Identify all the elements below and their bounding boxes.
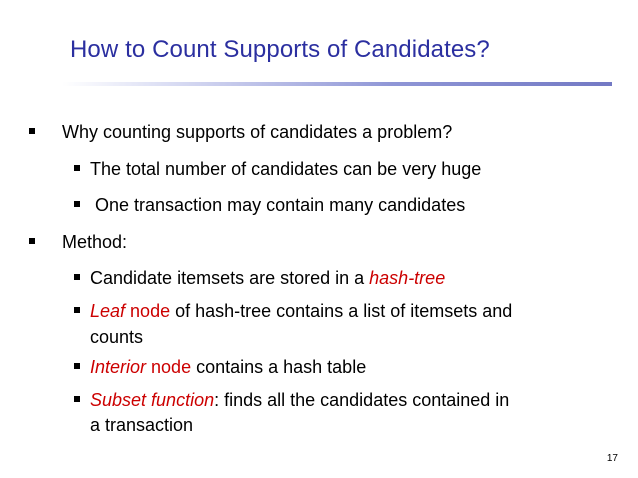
sub-bullet-square-icon xyxy=(74,274,80,280)
slide-title: How to Count Supports of Candidates? xyxy=(70,36,490,63)
bullet-square-icon xyxy=(29,128,35,134)
sub-bullet-leaf-node xyxy=(90,300,512,322)
text-leaf-node-desc: of hash-tree contains a list of itemsets and xyxy=(170,301,513,321)
sub-bullet-square-icon xyxy=(74,396,80,402)
term-hash-tree: hash-tree xyxy=(369,268,446,288)
bullet-method: Method: xyxy=(62,232,128,252)
page-number: 17 xyxy=(606,453,618,464)
term-subset-function: Subset function xyxy=(90,390,215,410)
sub-bullet-square-icon xyxy=(74,363,80,369)
bullet-why-counting: Why counting supports of candidates a problem? xyxy=(62,122,453,142)
sub-bullet-subset-function-cont: a transaction xyxy=(90,415,194,435)
sub-bullet-candidate-itemsets xyxy=(90,267,445,289)
sub-bullet-interior-node xyxy=(90,356,366,378)
text-candidate-itemsets: Candidate itemsets are stored in a xyxy=(90,268,370,288)
bullet-square-icon xyxy=(29,238,35,244)
sub-bullet-subset-function xyxy=(90,389,509,411)
term-leaf: Leaf xyxy=(90,301,126,321)
term-interior: Interior xyxy=(90,357,147,377)
text-subset-function-desc: : finds all the candidates contained in xyxy=(214,390,510,410)
sub-bullet-leaf-node-cont: counts xyxy=(90,327,144,347)
title-underline xyxy=(62,82,612,86)
sub-bullet-one-transaction: One transaction may contain many candidates xyxy=(90,195,466,215)
sub-bullet-square-icon xyxy=(74,201,80,207)
sub-bullet-total-number: The total number of candidates can be very huge xyxy=(90,159,482,179)
sub-bullet-square-icon xyxy=(74,307,80,313)
term-leaf-node: node xyxy=(125,301,171,321)
sub-bullet-square-icon xyxy=(74,165,80,171)
text-interior-node-desc: contains a hash table xyxy=(191,357,367,377)
term-interior-node: node xyxy=(146,357,192,377)
